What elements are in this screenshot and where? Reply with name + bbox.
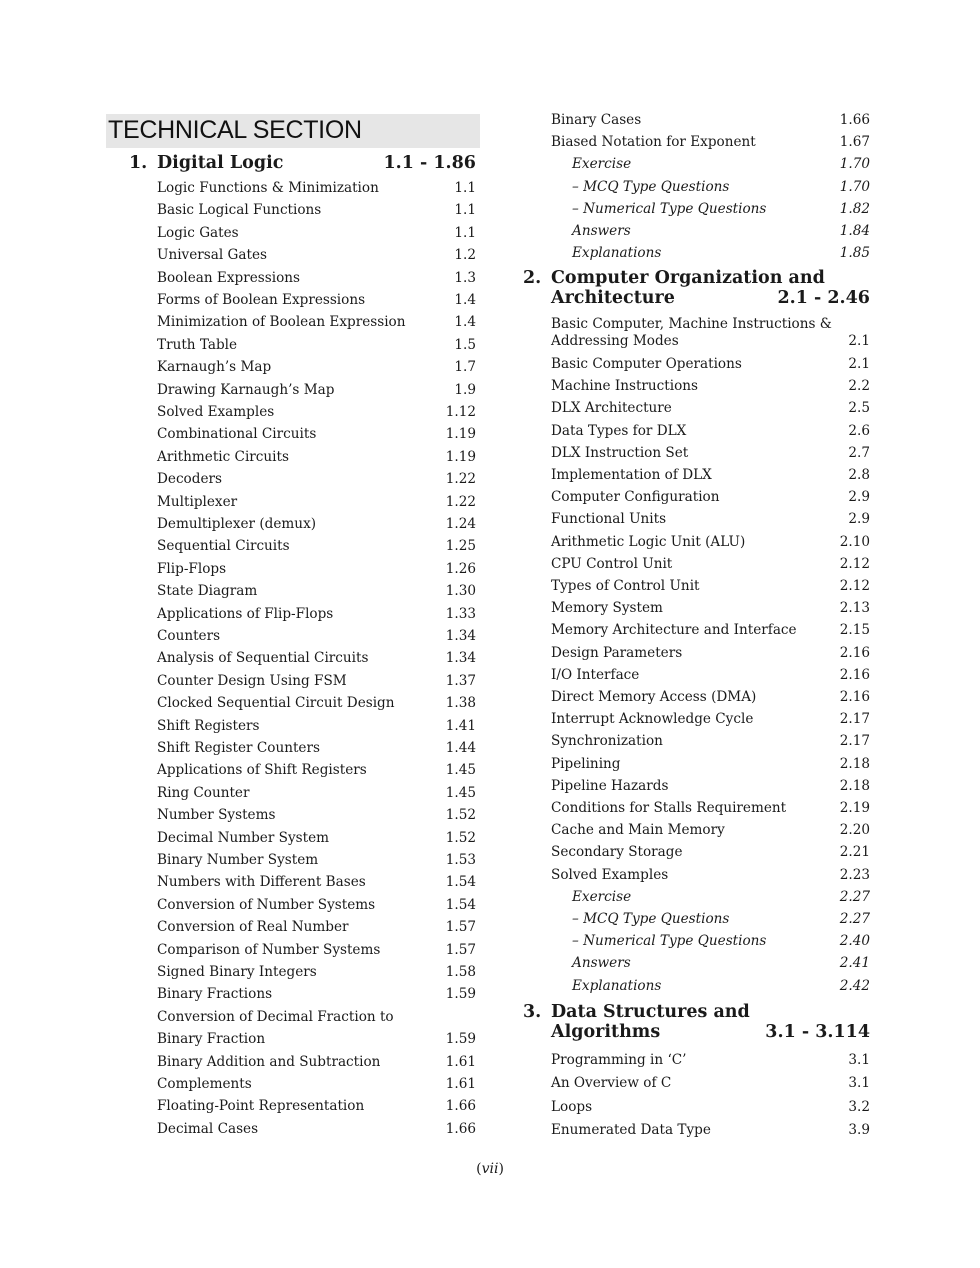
entry-title: Pipeline Hazards (551, 777, 669, 794)
entry-page: 1.59 (445, 986, 476, 1003)
entry-page: 1.41 (445, 717, 476, 734)
entry-title: Karnaugh’s Map (157, 359, 272, 376)
entry-page: 2.5 (848, 400, 870, 417)
toc-entry (157, 449, 476, 466)
entry-title: Truth Table (157, 336, 238, 353)
entry-title: Computer Configuration (551, 489, 720, 506)
entry-title: Programming in ‘C’ (551, 1052, 687, 1068)
entry-page: 2.40 (839, 933, 870, 950)
entry-page: 1.44 (445, 740, 476, 756)
entry-title: DLX Instruction Set (551, 444, 689, 461)
chapter-number: 2. (523, 268, 542, 288)
entry-title: Shift Register Counters (157, 740, 320, 756)
entry-page: 1.58 (445, 964, 476, 980)
toc-entry (157, 426, 476, 443)
toc-entry (157, 471, 476, 488)
entry-page: 2.17 (839, 711, 870, 728)
entry-page: 1.54 (445, 896, 476, 913)
entry-title: Applications of Shift Registers (157, 762, 367, 779)
entry-title: Basic Logical Functions (157, 202, 322, 219)
entry-page: 1.57 (445, 941, 476, 958)
entry-title: Conditions for Stalls Requirement (551, 800, 787, 816)
entry-title: Solved Examples (551, 866, 669, 883)
toc-entry (551, 867, 870, 884)
entry-page: 1.54 (445, 874, 476, 891)
entry-page: 1.34 (445, 628, 476, 644)
entry-title: Biased Notation for Exponent (551, 134, 756, 151)
entry-title: Shift Registers (157, 717, 260, 734)
entry-page: 2.10 (839, 533, 870, 550)
entry-page: 2.1 (848, 333, 870, 349)
toc-entry (157, 1098, 476, 1115)
entry-title: I/O Interface (551, 666, 640, 683)
toc-entry (157, 650, 476, 667)
entry-page: 1.12 (445, 404, 476, 420)
toc-entry (157, 606, 476, 623)
entry-title: Demultiplexer (demux) (157, 516, 317, 532)
chapter-heading (129, 153, 476, 174)
toc-entry (157, 404, 476, 421)
toc-entry (572, 933, 870, 950)
toc-entry (157, 785, 476, 802)
toc-entry (157, 314, 476, 331)
entry-title: Machine Instructions (551, 378, 699, 395)
chapter-title: Computer Organization and (551, 268, 825, 288)
entry-page: 2.9 (848, 489, 870, 506)
toc-entry (157, 1076, 476, 1093)
entry-title: – MCQ Type Questions (572, 911, 730, 927)
entry-title: Boolean Expressions (157, 269, 300, 286)
toc-entry (551, 844, 870, 861)
toc-entry (551, 1052, 870, 1069)
entry-title: Decoders (157, 471, 222, 488)
entry-title: Sequential Circuits (157, 538, 290, 555)
entry-title: Loops (551, 1098, 593, 1115)
toc-entry (157, 1031, 476, 1048)
toc-entry (551, 112, 870, 129)
entry-title: Logic Functions & Minimization (157, 180, 379, 196)
toc-entry (551, 445, 870, 462)
entry-title: Logic Gates (157, 224, 239, 241)
entry-page: 2.15 (839, 622, 870, 639)
entry-page: 2.27 (839, 911, 870, 927)
chapter-title: Data Structures and (551, 1002, 750, 1022)
entry-title: Design Parameters (551, 644, 683, 661)
entry-title: Ring Counter (157, 784, 250, 801)
entry-title: DLX Architecture (551, 400, 672, 417)
entry-title: Types of Control Unit (551, 578, 700, 594)
entry-page: 1.30 (445, 583, 476, 600)
entry-title: Counter Design Using FSM (157, 672, 347, 689)
entry-page: 1.7 (454, 359, 476, 376)
toc-entry (157, 807, 476, 824)
entry-title: Pipelining (551, 755, 621, 772)
entry-title: Decimal Cases (157, 1120, 259, 1137)
chapter-title: Architecture (551, 288, 675, 308)
toc-entry (157, 942, 476, 959)
entry-page: 1.85 (839, 245, 870, 262)
toc-entry (551, 556, 870, 573)
entry-title: Clocked Sequential Circuit Design (157, 695, 395, 712)
toc-entry (157, 673, 476, 690)
toc-entry (157, 852, 476, 869)
entry-page: 1.45 (445, 762, 476, 779)
toc-entry (157, 830, 476, 847)
toc-entry (572, 889, 870, 906)
entry-title: Basic Computer Operations (551, 356, 742, 372)
entry-title: Universal Gates (157, 247, 267, 264)
entry-page: 1.4 (454, 314, 476, 331)
entry-title: Functional Units (551, 511, 667, 528)
entry-title: Explanations (572, 977, 662, 994)
chapter-range: 1.1 - 1.86 (383, 153, 476, 173)
entry-page: 2.12 (839, 555, 870, 572)
entry-title: Conversion of Real Number (157, 919, 349, 936)
toc-entry (551, 489, 870, 506)
entry-title: Complements (157, 1076, 252, 1092)
entry-page: 2.12 (839, 578, 870, 594)
entry-title: Binary Cases (551, 112, 642, 128)
entry-title: – Numerical Type Questions (572, 933, 767, 950)
entry-page: 3.9 (848, 1121, 870, 1138)
entry-title: Data Types for DLX (551, 422, 687, 439)
entry-page: 1.19 (445, 448, 476, 465)
toc-entry (157, 986, 476, 1003)
entry-page: 1.52 (445, 807, 476, 824)
entry-title: Binary Addition and Subtraction (157, 1053, 381, 1070)
entry-page: 2.21 (839, 844, 870, 861)
toc-entry (157, 897, 476, 914)
entry-title: Flip-Flops (157, 560, 227, 577)
toc-entry (551, 356, 870, 373)
entry-title: Exercise (572, 156, 632, 173)
entry-title: Numbers with Different Bases (157, 874, 366, 891)
entry-title: Cache and Main Memory (551, 822, 725, 839)
entry-title: Explanations (572, 245, 662, 262)
toc-entry (157, 382, 476, 399)
entry-page: 1.34 (445, 650, 476, 667)
toc-entry (157, 919, 476, 936)
entry-page: 1.4 (454, 292, 476, 308)
toc-entry (157, 561, 476, 578)
toc-entry (157, 270, 476, 287)
entry-page: 2.41 (839, 955, 870, 972)
toc-entry (157, 359, 476, 376)
chapter-number: 3. (523, 1002, 542, 1022)
entry-page: 1.70 (839, 156, 870, 173)
entry-title: Combinational Circuits (157, 426, 317, 443)
entry-page: 2.42 (839, 977, 870, 994)
entry-page: 3.1 (848, 1075, 870, 1092)
entry-title: – Numerical Type Questions (572, 200, 767, 217)
entry-title: Binary Number System (157, 852, 319, 868)
entry-title: Arithmetic Circuits (157, 448, 289, 465)
toc-entry (157, 225, 476, 242)
toc-entry (572, 156, 870, 173)
toc-entry (157, 516, 476, 533)
entry-title: Analysis of Sequential Circuits (157, 650, 369, 667)
entry-title: – MCQ Type Questions (572, 178, 730, 195)
entry-page: 2.18 (839, 755, 870, 772)
entry-page: 1.38 (445, 695, 476, 712)
entry-page: 1.1 (454, 224, 476, 241)
entry-page: 1.1 (454, 202, 476, 219)
entry-page: 2.9 (848, 511, 870, 528)
toc-entry (572, 223, 870, 240)
toc-entry (157, 292, 476, 309)
entry-page: 2.19 (839, 800, 870, 816)
folio-roman: vii (481, 1161, 499, 1177)
toc-entry (551, 600, 870, 617)
entry-page: 2.20 (839, 822, 870, 839)
entry-title: Memory Architecture and Interface (551, 622, 797, 639)
toc-entry (551, 756, 870, 773)
toc-entry (572, 245, 870, 262)
toc-entry (551, 667, 870, 684)
entry-title: CPU Control Unit (551, 555, 673, 572)
toc-entry (551, 134, 870, 151)
chapter-range: 3.1 - 3.114 (765, 1022, 870, 1042)
toc-entry (551, 1075, 870, 1092)
toc-entry (551, 733, 870, 750)
entry-page: 2.6 (848, 422, 870, 439)
entry-title: Floating-Point Representation (157, 1098, 365, 1115)
toc-entry (157, 494, 476, 511)
toc-entry (551, 423, 870, 440)
entry-page: 1.84 (839, 223, 870, 239)
toc-entry (551, 800, 870, 817)
entry-page: 1.2 (454, 247, 476, 264)
toc-entry (157, 1009, 476, 1026)
folio-open: ( (476, 1161, 482, 1177)
toc-entry (551, 778, 870, 795)
toc-entry (157, 695, 476, 712)
entry-title: Comparison of Number Systems (157, 941, 381, 958)
entry-title: Answers (572, 223, 631, 239)
entry-page: 1.70 (839, 178, 870, 195)
toc-entry (551, 333, 870, 350)
entry-page: 1.22 (445, 493, 476, 510)
entry-page: 2.27 (839, 888, 870, 905)
entry-page: 1.9 (454, 381, 476, 398)
toc-entry (551, 467, 870, 484)
section-banner (106, 114, 480, 148)
toc-entry (572, 911, 870, 928)
toc-entry (157, 1121, 476, 1138)
entry-page: 2.23 (839, 866, 870, 883)
toc-entry (157, 740, 476, 757)
entry-title: Interrupt Acknowledge Cycle (551, 711, 754, 728)
entry-page: 2.17 (839, 733, 870, 750)
entry-page: 1.82 (839, 200, 870, 217)
entry-title: Number Systems (157, 807, 276, 824)
entry-title: Minimization of Boolean Expression (157, 314, 406, 331)
entry-title: Conversion of Decimal Fraction to (157, 1008, 394, 1025)
entry-page: 1.37 (445, 672, 476, 689)
entry-page: 3.1 (848, 1052, 870, 1068)
toc-entry (551, 822, 870, 839)
entry-page: 1.1 (454, 180, 476, 196)
toc-entry (551, 711, 870, 728)
toc-entry (572, 955, 870, 972)
toc-entry (551, 1099, 870, 1116)
entry-title: Implementation of DLX (551, 467, 712, 483)
entry-page: 2.7 (848, 444, 870, 461)
toc-entry (551, 645, 870, 662)
toc-entry (157, 964, 476, 981)
entry-title: Addressing Modes (551, 333, 679, 349)
entry-page: 1.45 (445, 784, 476, 801)
entry-page: 1.59 (445, 1031, 476, 1048)
entry-title: Answers (572, 955, 631, 972)
toc-entry (157, 583, 476, 600)
entry-page: 1.22 (445, 471, 476, 488)
entry-page: 1.61 (445, 1053, 476, 1070)
folio-close: ) (498, 1161, 504, 1177)
entry-page: 2.8 (848, 467, 870, 483)
entry-page: 1.33 (445, 605, 476, 622)
toc-entry (157, 628, 476, 645)
chapter-heading (523, 1022, 870, 1043)
toc-entry (157, 718, 476, 735)
entry-title: Drawing Karnaugh’s Map (157, 381, 335, 398)
entry-page: 2.16 (839, 666, 870, 683)
toc-entry (157, 1054, 476, 1071)
toc-entry (551, 316, 870, 333)
entry-page: 1.67 (839, 134, 870, 151)
chapter-heading (523, 288, 870, 309)
entry-title: Binary Fraction (157, 1031, 266, 1048)
entry-page: 1.19 (445, 426, 476, 443)
entry-title: Direct Memory Access (DMA) (551, 689, 757, 705)
toc-entry (572, 978, 870, 995)
entry-title: Forms of Boolean Expressions (157, 292, 366, 308)
entry-page: 2.13 (839, 600, 870, 617)
toc-entry (157, 538, 476, 555)
toc-entry (551, 689, 870, 706)
entry-page: 1.24 (445, 516, 476, 532)
entry-title: Memory System (551, 600, 663, 617)
entry-page: 1.61 (445, 1076, 476, 1092)
toc-entry (157, 762, 476, 779)
toc-entry (572, 201, 870, 218)
entry-page: 1.52 (445, 829, 476, 846)
toc-entry (157, 202, 476, 219)
toc-entry (551, 1122, 870, 1139)
entry-page: 2.16 (839, 644, 870, 661)
entry-page: 1.57 (445, 919, 476, 936)
entry-page: 1.66 (445, 1120, 476, 1137)
entry-page: 2.16 (839, 689, 870, 705)
entry-title: State Diagram (157, 583, 258, 600)
entry-title: Arithmetic Logic Unit (ALU) (551, 533, 746, 550)
toc-entry (157, 247, 476, 264)
entry-page: 1.25 (445, 538, 476, 555)
entry-title: Enumerated Data Type (551, 1121, 711, 1138)
entry-page: 1.5 (454, 336, 476, 353)
entry-page: 1.26 (445, 560, 476, 577)
chapter-heading (523, 1002, 870, 1023)
toc-entry (551, 622, 870, 639)
toc-entry (551, 378, 870, 395)
toc-entry (157, 180, 476, 197)
chapter-title: Algorithms (551, 1022, 661, 1042)
page-folio (0, 1161, 980, 1177)
entry-title: Decimal Number System (157, 829, 330, 846)
toc-entry (572, 179, 870, 196)
chapter-number: 1. (129, 153, 148, 173)
entry-title: Signed Binary Integers (157, 964, 317, 980)
chapter-title: Digital Logic (157, 153, 284, 173)
entry-title: Synchronization (551, 733, 663, 750)
entry-title: Multiplexer (157, 493, 238, 510)
entry-title: Conversion of Number Systems (157, 896, 376, 913)
entry-page: 1.3 (454, 269, 476, 286)
entry-page: 2.2 (848, 378, 870, 395)
chapter-heading (523, 268, 870, 289)
entry-page: 1.66 (839, 112, 870, 128)
chapter-range: 2.1 - 2.46 (777, 288, 870, 308)
toc-entry (551, 578, 870, 595)
entry-title: Solved Examples (157, 404, 275, 420)
toc-entry (551, 400, 870, 417)
entry-page: 2.1 (848, 356, 870, 372)
entry-page: 1.53 (445, 852, 476, 868)
entry-page: 1.66 (445, 1098, 476, 1115)
toc-entry (157, 874, 476, 891)
entry-title: Basic Computer, Machine Instructions & (551, 316, 832, 332)
entry-page: 2.18 (839, 777, 870, 794)
entry-title: Secondary Storage (551, 844, 683, 861)
toc-entry (551, 534, 870, 551)
section-title: TECHNICAL SECTION (108, 116, 362, 144)
entry-title: Applications of Flip-Flops (157, 605, 334, 622)
entry-title: Binary Fractions (157, 986, 273, 1003)
entry-title: Counters (157, 628, 221, 644)
toc-entry (157, 337, 476, 354)
entry-title: Exercise (572, 888, 632, 905)
entry-title: An Overview of C (551, 1075, 672, 1092)
toc-entry (551, 511, 870, 528)
entry-page: 3.2 (848, 1098, 870, 1115)
